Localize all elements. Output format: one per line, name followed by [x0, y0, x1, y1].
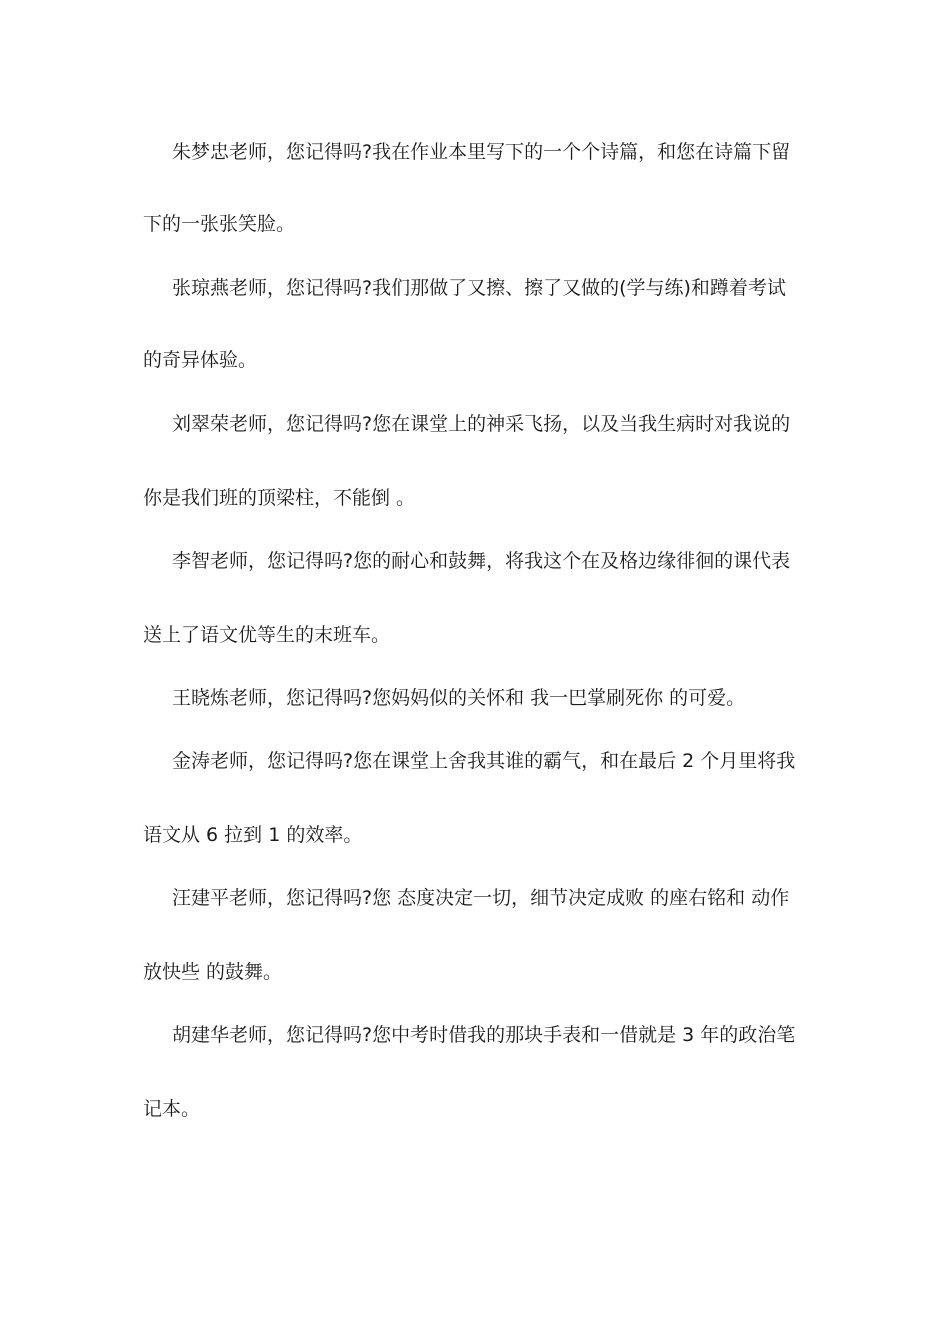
paragraph-1-line-2: 下的一张张笑脸。 — [143, 213, 296, 235]
paragraph-2-line-2: 的奇异体验。 — [143, 349, 258, 371]
paragraph-3-line-2: 你是我们班的顶梁柱，不能倒 。 — [143, 487, 416, 509]
paragraph-7-line-1: 汪建平老师，您记得吗?您 态度决定一切，细节决定成败 的座右铭和 动作 — [172, 887, 790, 909]
paragraph-6-line-2: 语文从 6 拉到 1 的效率。 — [143, 824, 363, 846]
paragraph-8-line-2: 记本。 — [143, 1098, 201, 1120]
paragraph-5-line-1: 王晓炼老师，您记得吗?您妈妈似的关怀和 我一巴掌刷死你 的可爱。 — [172, 687, 746, 709]
paragraph-6-line-1: 金涛老师，您记得吗?您在课堂上舍我其谁的霸气，和在最后 2 个月里将我 — [172, 750, 796, 772]
paragraph-2-line-1: 张琼燕老师，您记得吗?我们那做了又擦、擦了又做的(学与练)和蹲着考试 — [172, 277, 786, 299]
paragraph-1-line-1: 朱梦忠老师，您记得吗?我在作业本里写下的一个个诗篇，和您在诗篇下留 — [172, 141, 791, 163]
paragraph-8-line-1: 胡建华老师，您记得吗?您中考时借我的那块手表和一借就是 3 年的政治笔 — [172, 1024, 796, 1046]
paragraph-3-line-1: 刘翠荣老师，您记得吗?您在课堂上的神采飞扬，以及当我生病时对我说的 — [172, 413, 791, 435]
paragraph-4-line-2: 送上了语文优等生的末班车。 — [143, 624, 391, 646]
paragraph-4-line-1: 李智老师，您记得吗?您的耐心和鼓舞，将我这个在及格边缘徘徊的课代表 — [172, 550, 791, 572]
paragraph-7-line-2: 放快些 的鼓舞。 — [143, 961, 283, 983]
